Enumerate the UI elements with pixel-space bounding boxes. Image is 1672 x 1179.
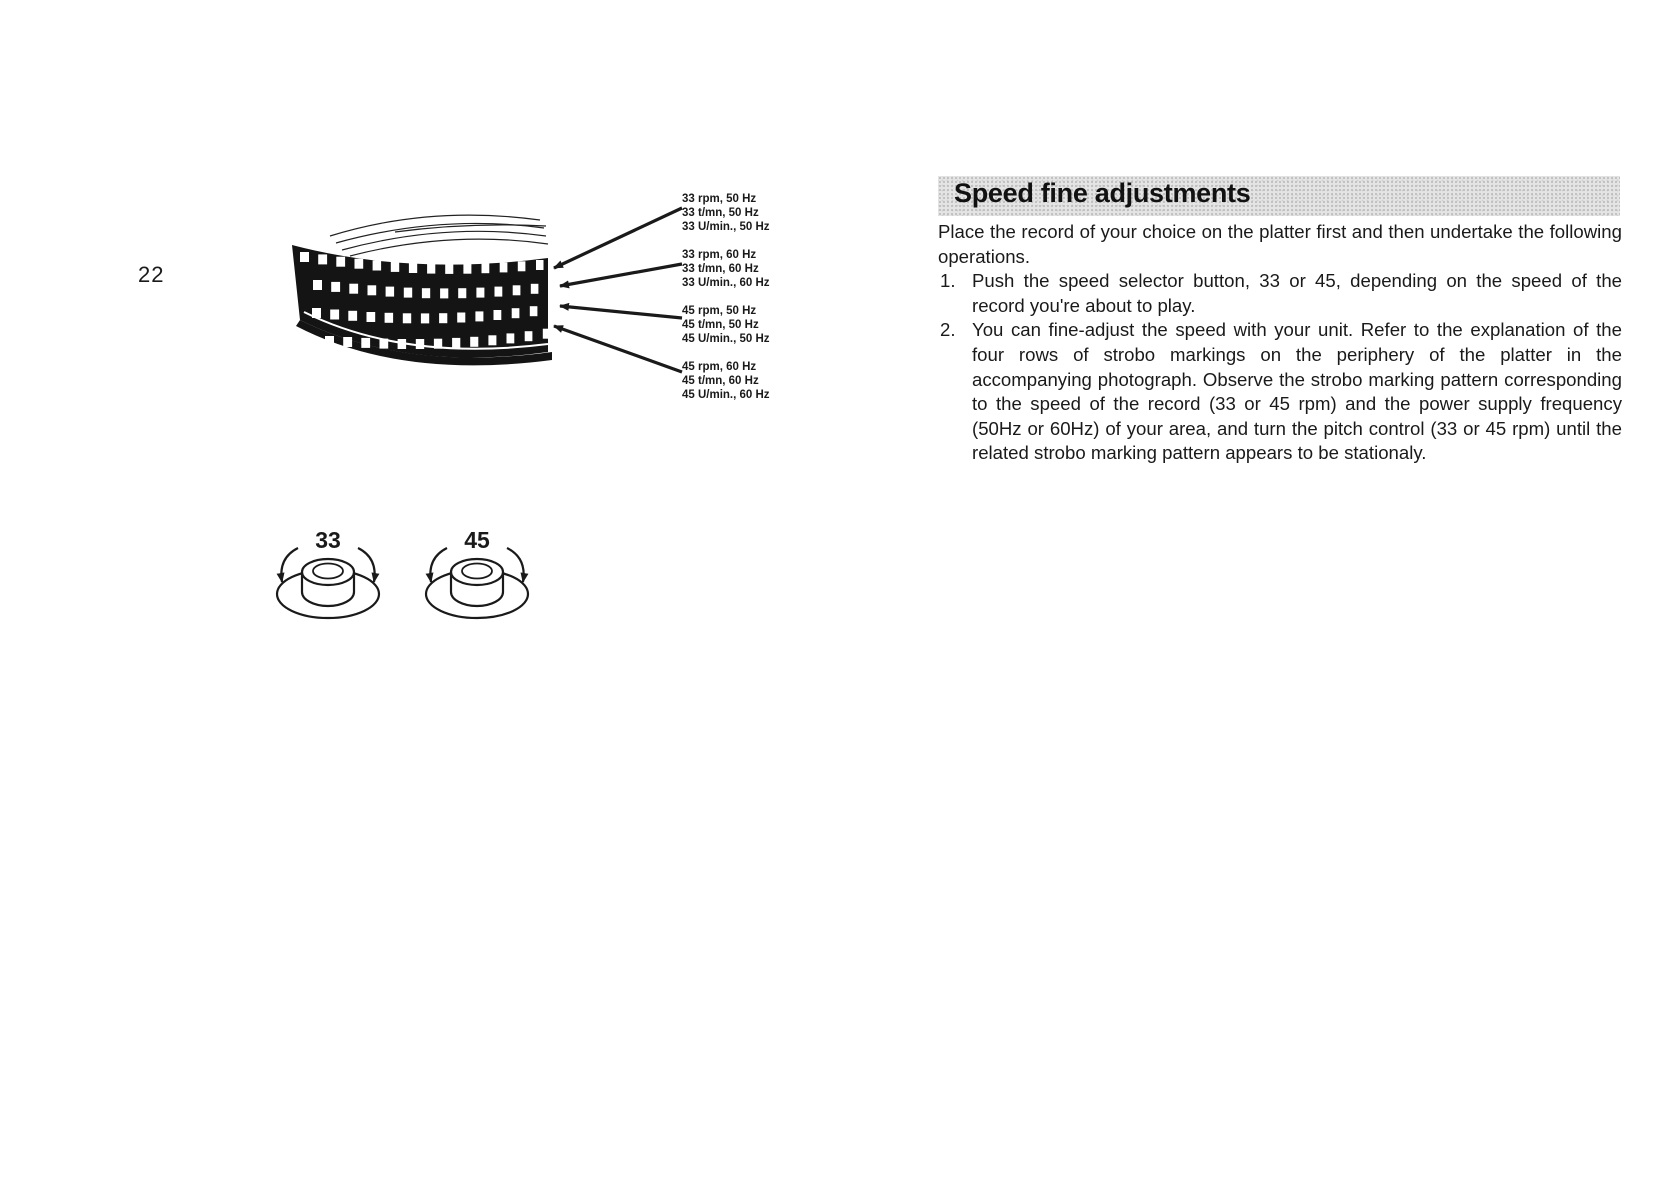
strobo-mark	[386, 287, 395, 297]
strobo-label: 45 rpm, 50 Hz	[682, 305, 757, 317]
strobo-mark	[525, 331, 533, 341]
strobo-mark	[470, 337, 478, 347]
strobo-mark	[543, 329, 551, 339]
strobo-label: 45 t/mn, 60 Hz	[682, 375, 759, 387]
strobo-mark	[385, 313, 394, 323]
strobo-label: 45 t/mn, 50 Hz	[682, 319, 759, 331]
strobo-mark	[427, 264, 435, 274]
strobo-label: 33 rpm, 60 Hz	[682, 249, 757, 261]
strobo-mark	[336, 257, 345, 267]
strobo-mark	[512, 308, 520, 318]
strobo-label: 33 t/mn, 60 Hz	[682, 263, 759, 275]
strobo-mark	[343, 337, 352, 347]
pointer-arrow	[560, 306, 682, 318]
strobo-mark	[476, 288, 484, 298]
step-item	[938, 318, 1622, 466]
strobo-mark	[416, 339, 424, 349]
strobo-label: 45 U/min., 50 Hz	[682, 333, 770, 345]
pitch-knob	[426, 527, 528, 618]
strobo-mark	[518, 261, 526, 271]
intro-paragraph: Place the record of your choice on the platter first and then undertake the following operations.	[938, 221, 1622, 267]
platter-illustration	[292, 215, 569, 365]
arrows	[554, 208, 682, 372]
body-text	[938, 220, 1622, 466]
strobo-mark	[458, 288, 466, 298]
strobo-mark	[439, 313, 447, 323]
strobo-mark	[355, 259, 364, 269]
pitch-knobs	[277, 527, 528, 618]
strobo-label: 33 U/min., 50 Hz	[682, 221, 770, 233]
strobo-mark	[422, 288, 430, 298]
strobo-mark	[475, 311, 483, 321]
strobo-label: 45 rpm, 60 Hz	[682, 361, 757, 373]
strobo-mark	[368, 285, 377, 295]
page-number: 22	[138, 262, 165, 287]
rotate-arrow-left	[281, 548, 298, 582]
platter-arcs	[330, 215, 548, 256]
strobo-mark	[452, 338, 460, 348]
step-text: You can fine-adjust the speed with your unit. Refer to the explanation of the four rows of strobo markings on the periphery of the platter in the accompanying photograph. Observe the strobo marking pattern corresponding to the speed of the record (33 or 45 rpm) and the power supply frequency (50Hz or 60Hz) of your area, and turn the pitch control (33 or 45 rpm) until the related strobo marking pattern appears to be stationaly.	[972, 319, 1622, 464]
pointer-arrow	[554, 326, 682, 372]
strobo-mark	[488, 335, 496, 345]
section-heading: Speed fine adjustments	[954, 178, 1251, 208]
strobo-label: 45 U/min., 60 Hz	[682, 389, 770, 401]
strobo-mark	[494, 310, 502, 320]
strobo-mark	[421, 313, 429, 323]
strobo-mark	[530, 306, 538, 316]
strobo-label: 33 t/mn, 50 Hz	[682, 207, 759, 219]
strobo-mark	[403, 313, 411, 323]
strobo-mark	[457, 313, 465, 323]
step-text: Push the speed selector button, 33 or 45, depending on the speed of the record you're about to play.	[972, 270, 1622, 316]
strobo-mark	[380, 339, 389, 349]
strobo-mark	[361, 338, 370, 348]
knob-label: 33	[315, 527, 341, 553]
strobo-mark	[513, 285, 521, 295]
pointer-arrow	[560, 264, 682, 286]
strobo-mark	[312, 308, 321, 318]
step-item	[938, 269, 1622, 318]
strobo-mark	[404, 288, 412, 298]
knob-label: 45	[464, 527, 490, 553]
strobo-mark	[348, 311, 357, 321]
strobo-mark	[318, 254, 327, 264]
step-number: 2.	[940, 319, 956, 341]
strobo-mark	[398, 339, 407, 349]
rotate-arrow-right	[358, 548, 375, 582]
strobo-mark	[367, 312, 376, 322]
rotate-arrow-right	[507, 548, 524, 582]
strobo-labels	[682, 193, 770, 401]
strobo-mark	[440, 288, 448, 298]
strobo-label: 33 rpm, 50 Hz	[682, 193, 757, 205]
strobo-mark	[373, 261, 382, 271]
strobo-mark	[331, 282, 340, 292]
strobo-mark	[482, 263, 490, 273]
strobo-mark	[507, 333, 515, 343]
strobo-mark	[325, 336, 334, 346]
strobo-label: 33 U/min., 60 Hz	[682, 277, 770, 289]
strobo-mark	[536, 260, 544, 270]
strobo-mark	[531, 284, 539, 294]
strobo-mark	[463, 264, 471, 274]
pointer-arrow	[554, 208, 682, 268]
step-number: 1.	[940, 270, 956, 292]
strobo-mark	[313, 280, 322, 290]
strobo-mark	[500, 262, 508, 272]
rotate-arrow-left	[430, 548, 447, 582]
strobo-mark	[445, 264, 453, 274]
strobo-mark	[391, 262, 399, 272]
strobo-mark	[409, 263, 417, 273]
strobo-mark	[434, 339, 442, 349]
strobo-mark	[549, 282, 557, 292]
strobo-mark	[349, 284, 358, 294]
pitch-knob	[277, 527, 379, 618]
steps-list	[938, 269, 1622, 466]
strobo-mark	[495, 287, 503, 297]
strobo-mark	[548, 304, 556, 314]
strobo-mark	[300, 252, 309, 262]
strobo-mark	[330, 310, 339, 320]
